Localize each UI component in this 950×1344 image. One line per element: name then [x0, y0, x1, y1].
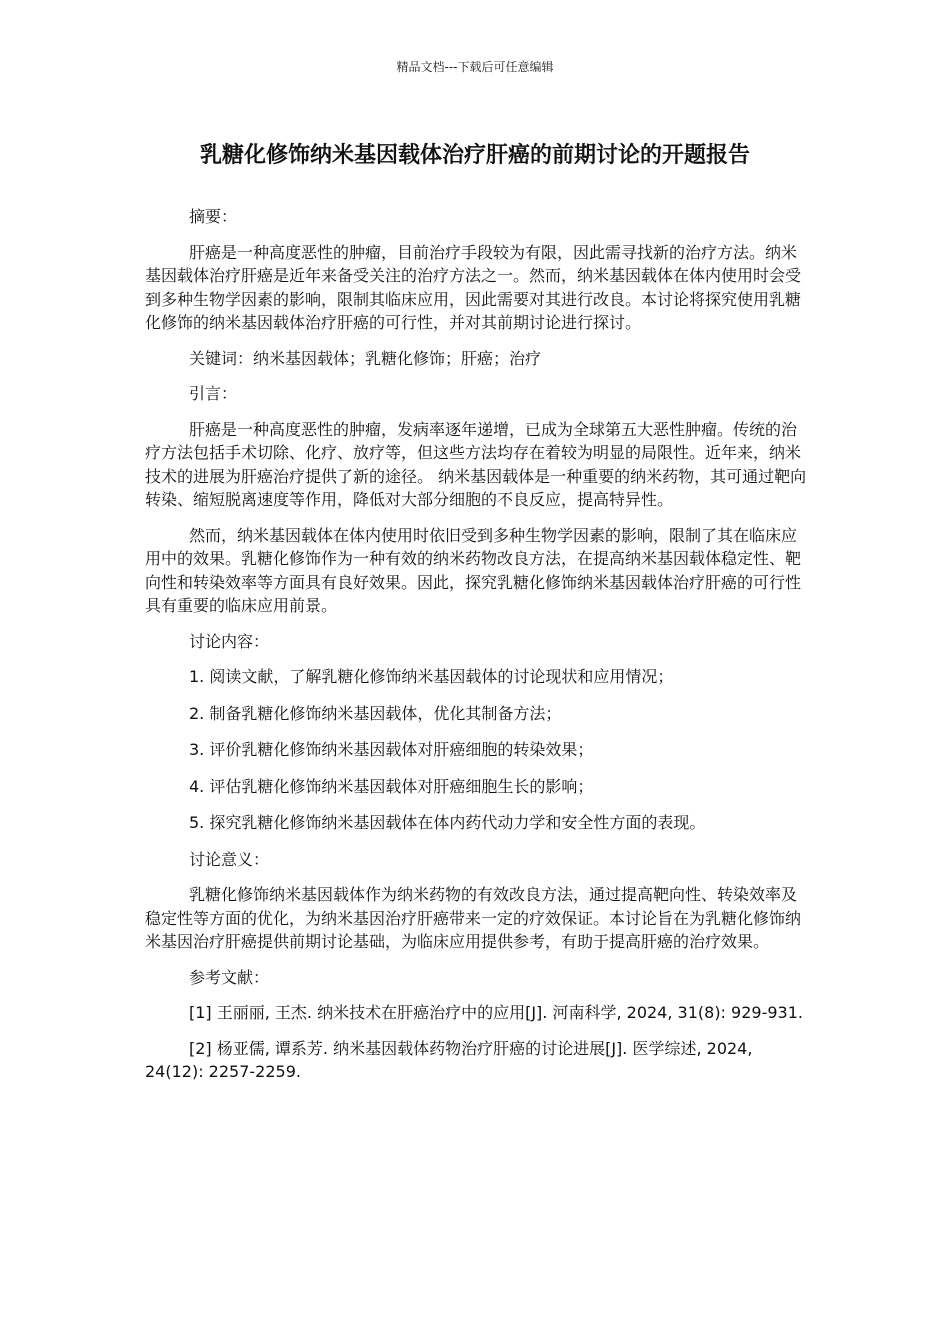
- keywords-line: 关键词：纳米基因载体；乳糖化修饰；肝癌；治疗: [189, 348, 542, 368]
- content-list-item: 1. 阅读文献，了解乳糖化修饰纳米基因载体的讨论现状和应用情况；: [189, 667, 674, 686]
- content-label: 讨论内容：: [189, 631, 270, 651]
- reference-item: [2] 杨亚儒, 谭系芳. 纳米基因载体药物治疗肝癌的讨论进展[J]. 医学综述, 2024, 24(12): 2257-2259.: [145, 1038, 753, 1081]
- abstract-paragraph: 肝癌是一种高度恶性的肿瘤，目前治疗手段较为有限，因此需寻找新的治疗方法。纳米基因载体治疗肝癌是近年来备受关注的治疗方法之一。然而，纳米基因载体在体内使用时会受到多种生物学因素的影响，限制其临床应用，因此需要对其进行改良。本讨论将探究使用乳糖化修饰的纳米基因载体治疗肝癌的可行性，并对其前期讨论进行探讨。: [145, 242, 802, 332]
- content-list-item: 5. 探究乳糖化修饰纳米基因载体在体内药代动力学和安全性方面的表现。: [189, 813, 706, 832]
- intro-paragraph: 肝癌是一种高度恶性的肿瘤，发病率逐年递增，已成为全球第五大恶性肿瘤。传统的治疗方法包括手术切除、化疗、放疗等，但这些方法均存在着较为明显的局限性。近年来，纳米技术的进展为肝癌治疗提供了新的途径。 纳米基因载体是一种重要的纳米药物，其可通过靶向转染、缩短脱离速度等作用，降低对大部分细胞的不良反应，提高特异性。: [145, 419, 807, 509]
- content-list-item: 3. 评价乳糖化修饰纳米基因载体对肝癌细胞的转染效果；: [189, 740, 594, 759]
- document-body: [145, 205, 808, 1096]
- intro-paragraph: 然而，纳米基因载体在体内使用时依旧受到多种生物学因素的影响，限制了其在临床应用中的效果。乳糖化修饰作为一种有效的纳米药物改良方法，在提高纳米基因载体稳定性、靶向性和转染效率等方面具有良好效果。因此，探究乳糖化修饰纳米基因载体治疗肝癌的可行性具有重要的临床应用前景。: [145, 525, 802, 615]
- header-note: 精品文档---下载后可任意编辑: [396, 60, 554, 74]
- content-list-item: 2. 制备乳糖化修饰纳米基因载体，优化其制备方法；: [189, 703, 562, 723]
- abstract-label: 摘要：: [189, 207, 238, 226]
- document-title: 乳糖化修饰纳米基因载体治疗肝癌的前期讨论的开题报告: [199, 143, 750, 168]
- references-label: 参考文献：: [189, 967, 270, 987]
- significance-paragraph: 乳糖化修饰纳米基因载体作为纳米药物的有效改良方法，通过提高靶向性、转染效率及稳定性等方面的优化，为纳米基因治疗肝癌带来一定的疗效保证。本讨论旨在为乳糖化修饰纳米基因治疗肝癌提供前期讨论基础，为临床应用提供参考，有助于提高肝癌的治疗效果。: [145, 885, 802, 951]
- content-list-item: 4. 评估乳糖化修饰纳米基因载体对肝癌细胞生长的影响；: [189, 776, 594, 796]
- significance-label: 讨论意义：: [189, 849, 270, 869]
- reference-item: [1] 王丽丽, 王杰. 纳米技术在肝癌治疗中的应用[J]. 河南科学, 2024, 31(8): 929-931.: [189, 1003, 803, 1022]
- intro-label: 引言：: [189, 384, 238, 403]
